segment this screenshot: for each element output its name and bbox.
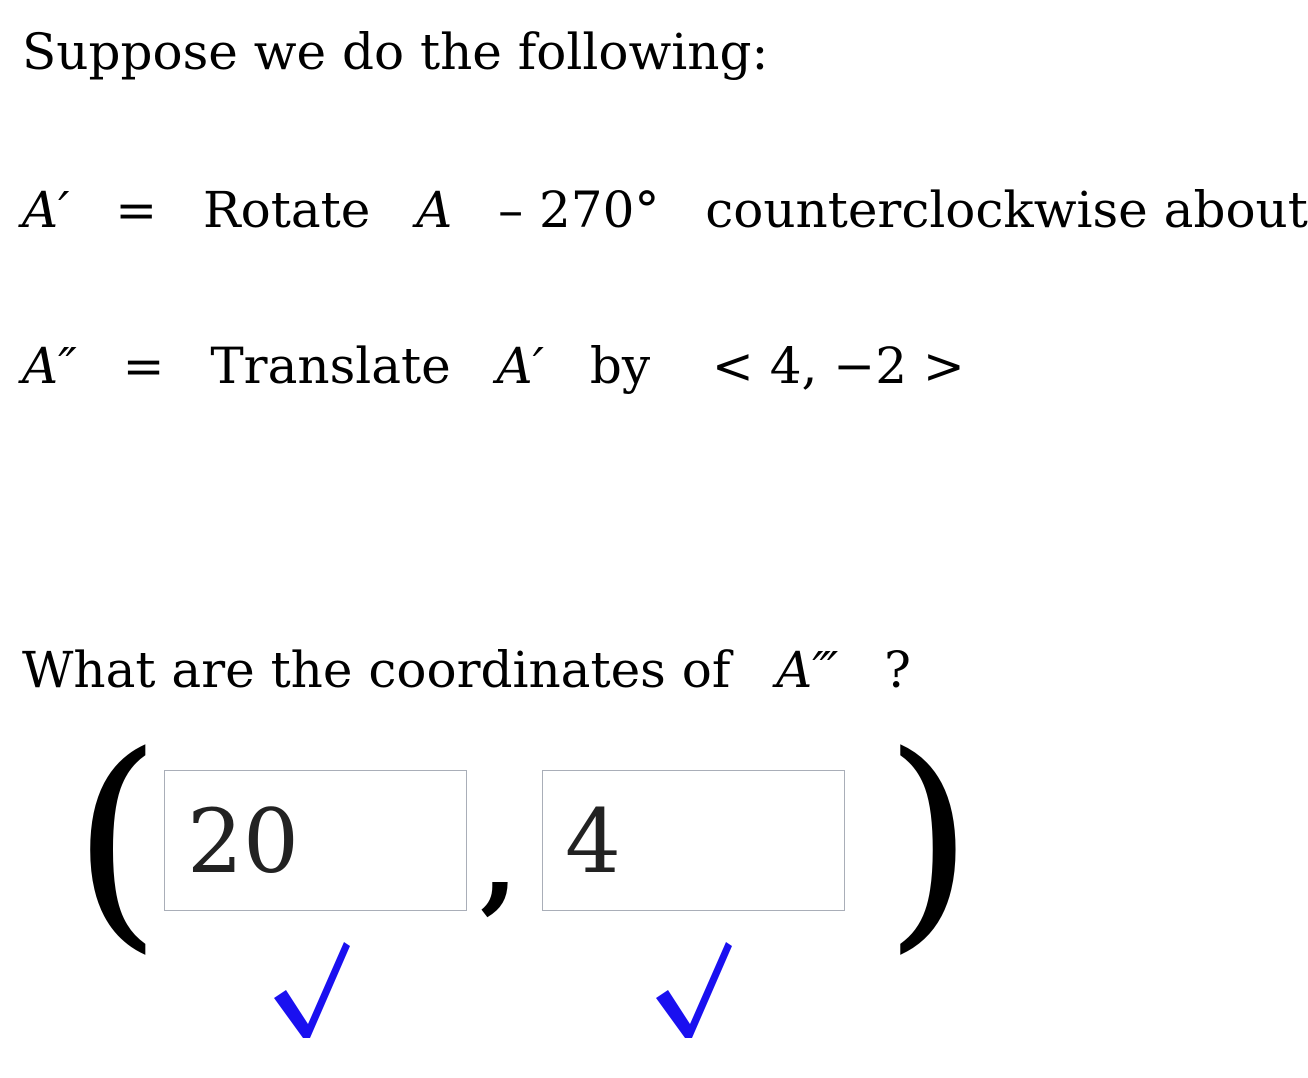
translation-verb: Translate	[210, 337, 451, 395]
y-coordinate-input[interactable]: 4	[542, 770, 845, 911]
rotation-description: counterclockwise about	[705, 181, 1308, 239]
rotation-equals: =	[115, 181, 158, 239]
intro-label: Suppose we do the following:	[22, 23, 769, 81]
translation-variable: A′	[496, 337, 545, 395]
translation-equals: =	[122, 337, 165, 395]
rotation-lhs: A′	[22, 181, 70, 239]
question-text	[22, 640, 911, 700]
rotation-verb: Rotate	[203, 181, 371, 239]
translation-lhs: A″	[22, 337, 77, 395]
close-parenthesis: )	[884, 707, 974, 974]
rotation-step	[22, 180, 1308, 240]
x-correct-check-icon	[270, 940, 350, 1040]
intro-text	[22, 22, 768, 82]
question-mark: ?	[884, 641, 911, 699]
coordinate-separator: ,	[480, 796, 519, 925]
translation-vector: < 4, −2 >	[711, 337, 965, 395]
question-label: What are the coordinates of	[22, 641, 731, 699]
translation-step	[22, 336, 965, 396]
question-variable: A‴	[776, 641, 839, 699]
translation-by: by	[589, 337, 651, 395]
rotation-variable: A	[416, 181, 453, 239]
open-parenthesis: (	[72, 707, 162, 974]
rotation-angle: – 270°	[498, 181, 660, 239]
y-correct-check-icon	[652, 940, 732, 1040]
x-coordinate-input[interactable]: 20	[164, 770, 467, 911]
